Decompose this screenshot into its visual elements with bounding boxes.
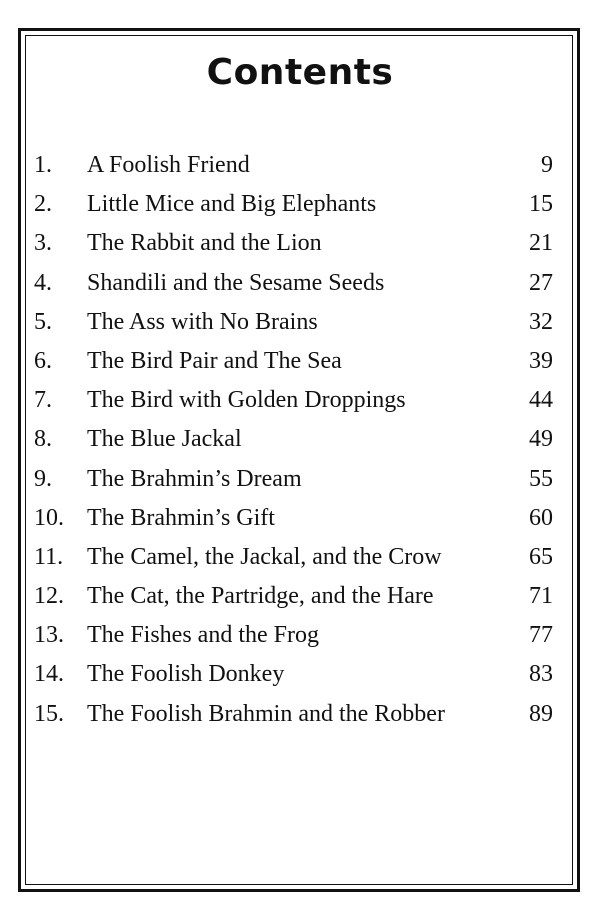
table-of-contents bbox=[34, 146, 558, 734]
toc-entry-page-number: 32 bbox=[529, 308, 553, 335]
toc-entry bbox=[34, 185, 558, 224]
toc-entry bbox=[34, 264, 558, 303]
toc-entry-title: The Brahmin’s Gift bbox=[87, 504, 275, 531]
toc-entry bbox=[34, 655, 558, 694]
toc-entry-page-number: 21 bbox=[529, 230, 553, 257]
toc-entry-number: 6. bbox=[34, 347, 52, 374]
toc-entry-number: 14. bbox=[34, 661, 64, 688]
toc-entry-title: The Rabbit and the Lion bbox=[87, 230, 322, 257]
toc-entry-page-number: 65 bbox=[529, 543, 553, 570]
toc-entry-number: 3. bbox=[34, 230, 52, 257]
toc-entry-number: 15. bbox=[34, 700, 64, 727]
toc-entry-number: 9. bbox=[34, 465, 52, 492]
toc-entry-title: The Bird Pair and The Sea bbox=[87, 347, 342, 374]
toc-entry-page-number: 9 bbox=[541, 152, 553, 178]
toc-entry bbox=[34, 342, 558, 381]
toc-entry bbox=[34, 146, 558, 185]
toc-entry-page-number: 49 bbox=[529, 426, 553, 453]
toc-entry bbox=[34, 538, 558, 577]
toc-entry-title: The Foolish Donkey bbox=[87, 661, 285, 688]
toc-entry-page-number: 71 bbox=[529, 583, 553, 610]
toc-entry-page-number: 55 bbox=[529, 465, 553, 492]
page-title: Contents bbox=[206, 52, 394, 93]
toc-entry-page-number: 60 bbox=[529, 504, 553, 531]
toc-entry-page-number: 44 bbox=[529, 387, 553, 414]
toc-entry bbox=[34, 616, 558, 655]
toc-entry bbox=[34, 303, 558, 342]
toc-entry-title: Little Mice and Big Elephants bbox=[87, 191, 377, 218]
toc-entry-page-number: 83 bbox=[529, 661, 553, 688]
toc-entry-title: The Brahmin’s Dream bbox=[87, 465, 302, 492]
toc-entry-number: 7. bbox=[34, 387, 52, 414]
toc-entry bbox=[34, 420, 558, 459]
toc-entry-title: The Cat, the Partridge, and the Hare bbox=[87, 583, 434, 610]
toc-entry bbox=[34, 695, 558, 734]
toc-entry bbox=[34, 381, 558, 420]
toc-entry-number: 11. bbox=[34, 543, 64, 570]
toc-entry bbox=[34, 577, 558, 616]
toc-entry-page-number: 89 bbox=[529, 700, 553, 727]
toc-entry-number: 4. bbox=[34, 269, 52, 296]
toc-entry-number: 1. bbox=[34, 152, 52, 178]
toc-entry-number: 12. bbox=[34, 583, 64, 610]
toc-entry-number: 8. bbox=[34, 426, 52, 453]
toc-entry bbox=[34, 224, 558, 263]
toc-entry-number: 10. bbox=[34, 504, 64, 531]
toc-entry-title: A Foolish Friend bbox=[87, 152, 250, 178]
toc-entry-page-number: 39 bbox=[529, 347, 553, 374]
toc-entry-number: 13. bbox=[34, 622, 64, 649]
toc-entry-number: 5. bbox=[34, 308, 52, 335]
toc-entry-title: The Bird with Golden Droppings bbox=[87, 387, 406, 414]
toc-entry-title: The Blue Jackal bbox=[87, 426, 242, 453]
toc-entry bbox=[34, 499, 558, 538]
toc-entry-title: The Fishes and the Frog bbox=[87, 622, 319, 649]
toc-entry-page-number: 27 bbox=[529, 269, 553, 296]
toc-entry-page-number: 15 bbox=[529, 191, 553, 218]
toc-entry-number: 2. bbox=[34, 191, 52, 218]
toc-entry-title: Shandili and the Sesame Seeds bbox=[87, 269, 385, 296]
toc-entry-title: The Foolish Brahmin and the Robber bbox=[87, 700, 445, 727]
toc-entry-title: The Ass with No Brains bbox=[87, 308, 318, 335]
toc-entry-page-number: 77 bbox=[529, 622, 553, 649]
toc-entry bbox=[34, 460, 558, 499]
toc-entry-title: The Camel, the Jackal, and the Crow bbox=[87, 543, 442, 570]
